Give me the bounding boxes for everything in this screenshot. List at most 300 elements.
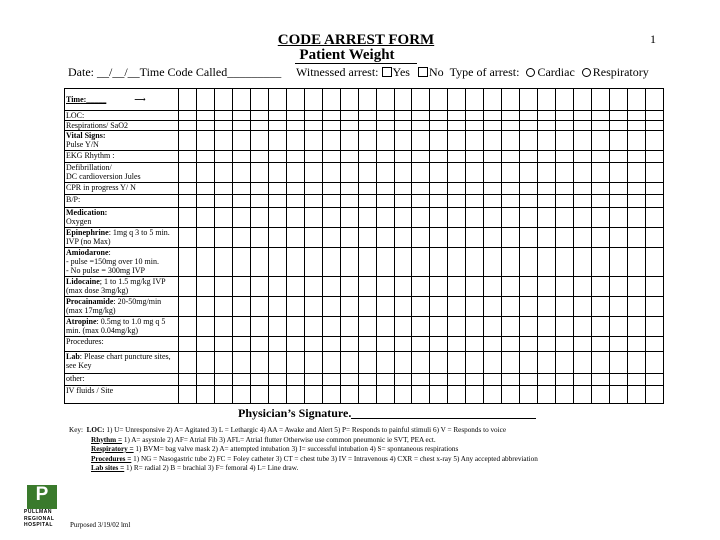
grid-entry-cell[interactable] xyxy=(358,208,376,228)
grid-entry-cell[interactable] xyxy=(286,121,304,131)
grid-entry-cell[interactable] xyxy=(250,277,268,297)
grid-entry-cell[interactable] xyxy=(430,277,448,297)
grid-entry-cell[interactable] xyxy=(268,208,286,228)
grid-entry-cell[interactable] xyxy=(556,374,574,386)
grid-entry-cell[interactable] xyxy=(304,386,322,404)
grid-entry-cell[interactable] xyxy=(520,111,538,121)
grid-entry-cell[interactable] xyxy=(322,374,340,386)
grid-entry-cell[interactable] xyxy=(645,121,663,131)
grid-entry-cell[interactable] xyxy=(574,208,592,228)
grid-entry-cell[interactable] xyxy=(484,248,502,277)
grid-entry-cell[interactable] xyxy=(286,183,304,195)
grid-entry-cell[interactable] xyxy=(556,89,574,111)
grid-entry-cell[interactable] xyxy=(268,111,286,121)
grid-entry-cell[interactable] xyxy=(412,352,430,374)
grid-entry-cell[interactable] xyxy=(556,352,574,374)
grid-entry-cell[interactable] xyxy=(250,183,268,195)
grid-entry-cell[interactable] xyxy=(574,337,592,352)
grid-entry-cell[interactable] xyxy=(448,277,466,297)
grid-entry-cell[interactable] xyxy=(574,317,592,337)
grid-entry-cell[interactable] xyxy=(592,386,610,404)
grid-entry-cell[interactable] xyxy=(645,248,663,277)
grid-entry-cell[interactable] xyxy=(609,131,627,151)
grid-entry-cell[interactable] xyxy=(179,228,197,248)
grid-entry-cell[interactable] xyxy=(358,228,376,248)
grid-entry-cell[interactable] xyxy=(538,337,556,352)
grid-entry-cell[interactable] xyxy=(502,163,520,183)
grid-entry-cell[interactable] xyxy=(592,89,610,111)
grid-entry-cell[interactable] xyxy=(340,352,358,374)
grid-entry-cell[interactable] xyxy=(340,277,358,297)
grid-entry-cell[interactable] xyxy=(520,131,538,151)
grid-entry-cell[interactable] xyxy=(484,131,502,151)
grid-entry-cell[interactable] xyxy=(268,228,286,248)
grid-entry-cell[interactable] xyxy=(592,317,610,337)
grid-entry-cell[interactable] xyxy=(179,386,197,404)
grid-entry-cell[interactable] xyxy=(484,352,502,374)
grid-entry-cell[interactable] xyxy=(609,277,627,297)
grid-entry-cell[interactable] xyxy=(574,228,592,248)
grid-entry-cell[interactable] xyxy=(538,352,556,374)
grid-entry-cell[interactable] xyxy=(304,208,322,228)
grid-entry-cell[interactable] xyxy=(286,195,304,208)
grid-entry-cell[interactable] xyxy=(556,163,574,183)
grid-entry-cell[interactable] xyxy=(627,297,645,317)
grid-entry-cell[interactable] xyxy=(215,248,233,277)
grid-entry-cell[interactable] xyxy=(430,248,448,277)
grid-entry-cell[interactable] xyxy=(304,195,322,208)
grid-entry-cell[interactable] xyxy=(484,386,502,404)
grid-entry-cell[interactable] xyxy=(250,151,268,163)
grid-entry-cell[interactable] xyxy=(627,208,645,228)
grid-entry-cell[interactable] xyxy=(502,297,520,317)
grid-entry-cell[interactable] xyxy=(556,297,574,317)
grid-entry-cell[interactable] xyxy=(304,131,322,151)
grid-entry-cell[interactable] xyxy=(645,89,663,111)
grid-entry-cell[interactable] xyxy=(250,131,268,151)
grid-entry-cell[interactable] xyxy=(286,163,304,183)
grid-entry-cell[interactable] xyxy=(574,374,592,386)
grid-entry-cell[interactable] xyxy=(215,89,233,111)
grid-entry-cell[interactable] xyxy=(304,277,322,297)
grid-entry-cell[interactable] xyxy=(609,228,627,248)
grid-entry-cell[interactable] xyxy=(609,248,627,277)
grid-entry-cell[interactable] xyxy=(215,208,233,228)
grid-entry-cell[interactable] xyxy=(466,374,484,386)
grid-entry-cell[interactable] xyxy=(466,89,484,111)
grid-entry-cell[interactable] xyxy=(268,352,286,374)
grid-entry-cell[interactable] xyxy=(484,297,502,317)
grid-entry-cell[interactable] xyxy=(179,163,197,183)
grid-entry-cell[interactable] xyxy=(430,228,448,248)
grid-entry-cell[interactable] xyxy=(340,228,358,248)
grid-entry-cell[interactable] xyxy=(179,277,197,297)
grid-entry-cell[interactable] xyxy=(520,208,538,228)
grid-entry-cell[interactable] xyxy=(430,297,448,317)
grid-entry-cell[interactable] xyxy=(448,386,466,404)
grid-entry-cell[interactable] xyxy=(502,248,520,277)
grid-entry-cell[interactable] xyxy=(286,352,304,374)
grid-entry-cell[interactable] xyxy=(340,337,358,352)
grid-entry-cell[interactable] xyxy=(286,248,304,277)
grid-entry-cell[interactable] xyxy=(430,352,448,374)
grid-entry-cell[interactable] xyxy=(574,163,592,183)
grid-entry-cell[interactable] xyxy=(250,374,268,386)
grid-entry-cell[interactable] xyxy=(250,297,268,317)
grid-entry-cell[interactable] xyxy=(340,195,358,208)
grid-entry-cell[interactable] xyxy=(520,317,538,337)
grid-entry-cell[interactable] xyxy=(215,163,233,183)
grid-entry-cell[interactable] xyxy=(322,317,340,337)
grid-entry-cell[interactable] xyxy=(304,89,322,111)
grid-entry-cell[interactable] xyxy=(556,111,574,121)
grid-entry-cell[interactable] xyxy=(394,317,412,337)
grid-entry-cell[interactable] xyxy=(412,121,430,131)
grid-entry-cell[interactable] xyxy=(322,208,340,228)
grid-entry-cell[interactable] xyxy=(340,151,358,163)
grid-entry-cell[interactable] xyxy=(268,386,286,404)
grid-entry-cell[interactable] xyxy=(412,386,430,404)
grid-entry-cell[interactable] xyxy=(412,195,430,208)
grid-entry-cell[interactable] xyxy=(430,337,448,352)
grid-entry-cell[interactable] xyxy=(232,248,250,277)
grid-entry-cell[interactable] xyxy=(268,121,286,131)
grid-entry-cell[interactable] xyxy=(484,374,502,386)
grid-entry-cell[interactable] xyxy=(215,277,233,297)
grid-entry-cell[interactable] xyxy=(538,89,556,111)
grid-entry-cell[interactable] xyxy=(179,151,197,163)
grid-entry-cell[interactable] xyxy=(179,317,197,337)
grid-entry-cell[interactable] xyxy=(179,208,197,228)
grid-entry-cell[interactable] xyxy=(340,89,358,111)
grid-entry-cell[interactable] xyxy=(197,337,215,352)
grid-entry-cell[interactable] xyxy=(286,374,304,386)
grid-entry-cell[interactable] xyxy=(556,183,574,195)
grid-entry-cell[interactable] xyxy=(232,89,250,111)
grid-entry-cell[interactable] xyxy=(520,183,538,195)
grid-entry-cell[interactable] xyxy=(268,297,286,317)
grid-entry-cell[interactable] xyxy=(394,183,412,195)
grid-entry-cell[interactable] xyxy=(502,195,520,208)
grid-entry-cell[interactable] xyxy=(556,131,574,151)
grid-entry-cell[interactable] xyxy=(322,248,340,277)
grid-entry-cell[interactable] xyxy=(538,121,556,131)
grid-entry-cell[interactable] xyxy=(179,352,197,374)
grid-entry-cell[interactable] xyxy=(232,121,250,131)
grid-entry-cell[interactable] xyxy=(376,248,394,277)
grid-entry-cell[interactable] xyxy=(376,228,394,248)
grid-entry-cell[interactable] xyxy=(179,131,197,151)
grid-entry-cell[interactable] xyxy=(538,151,556,163)
grid-entry-cell[interactable] xyxy=(538,228,556,248)
grid-entry-cell[interactable] xyxy=(430,195,448,208)
grid-entry-cell[interactable] xyxy=(232,208,250,228)
grid-entry-cell[interactable] xyxy=(358,131,376,151)
grid-entry-cell[interactable] xyxy=(574,386,592,404)
grid-entry-cell[interactable] xyxy=(232,195,250,208)
grid-entry-cell[interactable] xyxy=(538,297,556,317)
grid-entry-cell[interactable] xyxy=(520,337,538,352)
grid-entry-cell[interactable] xyxy=(376,386,394,404)
grid-entry-cell[interactable] xyxy=(250,228,268,248)
grid-entry-cell[interactable] xyxy=(197,151,215,163)
grid-entry-cell[interactable] xyxy=(484,337,502,352)
grid-entry-cell[interactable] xyxy=(304,151,322,163)
grid-entry-cell[interactable] xyxy=(448,151,466,163)
grid-entry-cell[interactable] xyxy=(520,163,538,183)
grid-entry-cell[interactable] xyxy=(502,151,520,163)
grid-entry-cell[interactable] xyxy=(645,337,663,352)
grid-entry-cell[interactable] xyxy=(627,337,645,352)
grid-entry-cell[interactable] xyxy=(592,163,610,183)
grid-entry-cell[interactable] xyxy=(609,374,627,386)
grid-entry-cell[interactable] xyxy=(502,228,520,248)
grid-entry-cell[interactable] xyxy=(448,163,466,183)
grid-entry-cell[interactable] xyxy=(179,337,197,352)
grid-entry-cell[interactable] xyxy=(340,248,358,277)
grid-entry-cell[interactable] xyxy=(466,111,484,121)
witnessed-yes-checkbox[interactable] xyxy=(382,67,392,77)
grid-entry-cell[interactable] xyxy=(376,163,394,183)
grid-entry-cell[interactable] xyxy=(376,277,394,297)
grid-entry-cell[interactable] xyxy=(627,163,645,183)
grid-entry-cell[interactable] xyxy=(215,297,233,317)
grid-entry-cell[interactable] xyxy=(556,277,574,297)
grid-entry-cell[interactable] xyxy=(340,183,358,195)
grid-entry-cell[interactable] xyxy=(645,228,663,248)
grid-entry-cell[interactable] xyxy=(592,248,610,277)
grid-entry-cell[interactable] xyxy=(268,151,286,163)
grid-entry-cell[interactable] xyxy=(215,151,233,163)
grid-entry-cell[interactable] xyxy=(466,277,484,297)
grid-entry-cell[interactable] xyxy=(448,228,466,248)
grid-entry-cell[interactable] xyxy=(430,208,448,228)
grid-entry-cell[interactable] xyxy=(574,297,592,317)
grid-entry-cell[interactable] xyxy=(412,374,430,386)
grid-entry-cell[interactable] xyxy=(448,89,466,111)
grid-entry-cell[interactable] xyxy=(250,195,268,208)
grid-entry-cell[interactable] xyxy=(609,151,627,163)
grid-entry-cell[interactable] xyxy=(520,89,538,111)
grid-entry-cell[interactable] xyxy=(197,277,215,297)
grid-entry-cell[interactable] xyxy=(520,248,538,277)
grid-entry-cell[interactable] xyxy=(412,317,430,337)
grid-entry-cell[interactable] xyxy=(232,352,250,374)
grid-entry-cell[interactable] xyxy=(627,277,645,297)
grid-entry-cell[interactable] xyxy=(250,121,268,131)
grid-entry-cell[interactable] xyxy=(358,277,376,297)
grid-entry-cell[interactable] xyxy=(197,208,215,228)
grid-entry-cell[interactable] xyxy=(609,163,627,183)
grid-entry-cell[interactable] xyxy=(556,208,574,228)
grid-entry-cell[interactable] xyxy=(376,297,394,317)
grid-entry-cell[interactable] xyxy=(232,131,250,151)
grid-entry-cell[interactable] xyxy=(322,183,340,195)
grid-entry-cell[interactable] xyxy=(538,277,556,297)
grid-entry-cell[interactable] xyxy=(340,111,358,121)
grid-entry-cell[interactable] xyxy=(645,374,663,386)
grid-entry-cell[interactable] xyxy=(502,374,520,386)
grid-entry-cell[interactable] xyxy=(645,317,663,337)
grid-entry-cell[interactable] xyxy=(609,111,627,121)
grid-entry-cell[interactable] xyxy=(215,111,233,121)
grid-entry-cell[interactable] xyxy=(250,352,268,374)
grid-entry-cell[interactable] xyxy=(645,352,663,374)
grid-entry-cell[interactable] xyxy=(448,111,466,121)
grid-entry-cell[interactable] xyxy=(358,374,376,386)
grid-entry-cell[interactable] xyxy=(520,151,538,163)
grid-entry-cell[interactable] xyxy=(430,317,448,337)
grid-entry-cell[interactable] xyxy=(340,297,358,317)
grid-entry-cell[interactable] xyxy=(412,297,430,317)
grid-entry-cell[interactable] xyxy=(197,111,215,121)
grid-entry-cell[interactable] xyxy=(358,386,376,404)
grid-entry-cell[interactable] xyxy=(197,386,215,404)
grid-entry-cell[interactable] xyxy=(645,111,663,121)
grid-entry-cell[interactable] xyxy=(627,89,645,111)
grid-entry-cell[interactable] xyxy=(322,337,340,352)
grid-entry-cell[interactable] xyxy=(645,297,663,317)
grid-entry-cell[interactable] xyxy=(645,131,663,151)
grid-entry-cell[interactable] xyxy=(215,121,233,131)
grid-entry-cell[interactable] xyxy=(394,374,412,386)
grid-entry-cell[interactable] xyxy=(484,121,502,131)
grid-entry-cell[interactable] xyxy=(232,151,250,163)
grid-entry-cell[interactable] xyxy=(215,374,233,386)
grid-entry-cell[interactable] xyxy=(592,151,610,163)
grid-entry-cell[interactable] xyxy=(430,121,448,131)
grid-entry-cell[interactable] xyxy=(394,337,412,352)
grid-entry-cell[interactable] xyxy=(394,386,412,404)
grid-entry-cell[interactable] xyxy=(627,183,645,195)
grid-entry-cell[interactable] xyxy=(304,374,322,386)
grid-entry-cell[interactable] xyxy=(627,195,645,208)
grid-entry-cell[interactable] xyxy=(376,352,394,374)
grid-entry-cell[interactable] xyxy=(574,89,592,111)
grid-entry-cell[interactable] xyxy=(232,163,250,183)
grid-entry-cell[interactable] xyxy=(394,163,412,183)
grid-entry-cell[interactable] xyxy=(520,374,538,386)
grid-entry-cell[interactable] xyxy=(358,111,376,121)
grid-entry-cell[interactable] xyxy=(448,121,466,131)
grid-entry-cell[interactable] xyxy=(592,111,610,121)
date-time-field[interactable]: Date: __/__/__Time Code Called_________ xyxy=(68,65,282,79)
grid-entry-cell[interactable] xyxy=(502,317,520,337)
grid-entry-cell[interactable] xyxy=(376,337,394,352)
grid-entry-cell[interactable] xyxy=(484,111,502,121)
grid-entry-cell[interactable] xyxy=(232,337,250,352)
grid-entry-cell[interactable] xyxy=(394,111,412,121)
grid-entry-cell[interactable] xyxy=(376,131,394,151)
grid-entry-cell[interactable] xyxy=(412,277,430,297)
grid-entry-cell[interactable] xyxy=(358,297,376,317)
grid-entry-cell[interactable] xyxy=(609,208,627,228)
grid-entry-cell[interactable] xyxy=(574,151,592,163)
grid-entry-cell[interactable] xyxy=(215,183,233,195)
grid-entry-cell[interactable] xyxy=(197,228,215,248)
grid-entry-cell[interactable] xyxy=(609,337,627,352)
grid-entry-cell[interactable] xyxy=(466,317,484,337)
grid-entry-cell[interactable] xyxy=(340,163,358,183)
grid-entry-cell[interactable] xyxy=(448,374,466,386)
grid-entry-cell[interactable] xyxy=(574,352,592,374)
grid-entry-cell[interactable] xyxy=(304,111,322,121)
grid-entry-cell[interactable] xyxy=(627,121,645,131)
grid-entry-cell[interactable] xyxy=(286,297,304,317)
grid-entry-cell[interactable] xyxy=(484,89,502,111)
grid-entry-cell[interactable] xyxy=(592,337,610,352)
grid-entry-cell[interactable] xyxy=(627,317,645,337)
grid-entry-cell[interactable] xyxy=(268,131,286,151)
grid-entry-cell[interactable] xyxy=(538,111,556,121)
grid-entry-cell[interactable] xyxy=(340,374,358,386)
grid-entry-cell[interactable] xyxy=(215,352,233,374)
grid-entry-cell[interactable] xyxy=(322,163,340,183)
grid-entry-cell[interactable] xyxy=(430,386,448,404)
grid-entry-cell[interactable] xyxy=(592,131,610,151)
grid-entry-cell[interactable] xyxy=(538,374,556,386)
time-label-cell[interactable] xyxy=(65,89,179,111)
grid-entry-cell[interactable] xyxy=(484,317,502,337)
grid-entry-cell[interactable] xyxy=(592,374,610,386)
grid-entry-cell[interactable] xyxy=(627,352,645,374)
grid-entry-cell[interactable] xyxy=(322,89,340,111)
grid-entry-cell[interactable] xyxy=(574,248,592,277)
grid-entry-cell[interactable] xyxy=(322,277,340,297)
grid-entry-cell[interactable] xyxy=(592,277,610,297)
grid-entry-cell[interactable] xyxy=(179,121,197,131)
grid-entry-cell[interactable] xyxy=(358,151,376,163)
grid-entry-cell[interactable] xyxy=(592,297,610,317)
grid-entry-cell[interactable] xyxy=(358,121,376,131)
grid-entry-cell[interactable] xyxy=(556,121,574,131)
grid-entry-cell[interactable] xyxy=(215,195,233,208)
grid-entry-cell[interactable] xyxy=(215,337,233,352)
grid-entry-cell[interactable] xyxy=(627,386,645,404)
grid-entry-cell[interactable] xyxy=(502,131,520,151)
grid-entry-cell[interactable] xyxy=(286,131,304,151)
grid-entry-cell[interactable] xyxy=(466,151,484,163)
grid-entry-cell[interactable] xyxy=(286,277,304,297)
grid-entry-cell[interactable] xyxy=(179,297,197,317)
grid-entry-cell[interactable] xyxy=(358,337,376,352)
grid-entry-cell[interactable] xyxy=(232,317,250,337)
grid-entry-cell[interactable] xyxy=(286,317,304,337)
grid-entry-cell[interactable] xyxy=(197,297,215,317)
grid-entry-cell[interactable] xyxy=(627,248,645,277)
grid-entry-cell[interactable] xyxy=(556,151,574,163)
grid-entry-cell[interactable] xyxy=(340,317,358,337)
grid-entry-cell[interactable] xyxy=(304,121,322,131)
grid-entry-cell[interactable] xyxy=(448,183,466,195)
grid-entry-cell[interactable] xyxy=(627,131,645,151)
grid-entry-cell[interactable] xyxy=(340,208,358,228)
grid-entry-cell[interactable] xyxy=(412,208,430,228)
grid-entry-cell[interactable] xyxy=(556,228,574,248)
grid-entry-cell[interactable] xyxy=(412,248,430,277)
grid-entry-cell[interactable] xyxy=(376,121,394,131)
grid-entry-cell[interactable] xyxy=(358,317,376,337)
grid-entry-cell[interactable] xyxy=(250,248,268,277)
grid-entry-cell[interactable] xyxy=(448,248,466,277)
grid-entry-cell[interactable] xyxy=(502,183,520,195)
grid-entry-cell[interactable] xyxy=(574,121,592,131)
grid-entry-cell[interactable] xyxy=(538,317,556,337)
grid-entry-cell[interactable] xyxy=(609,317,627,337)
grid-entry-cell[interactable] xyxy=(232,183,250,195)
grid-entry-cell[interactable] xyxy=(268,337,286,352)
grid-entry-cell[interactable] xyxy=(358,195,376,208)
